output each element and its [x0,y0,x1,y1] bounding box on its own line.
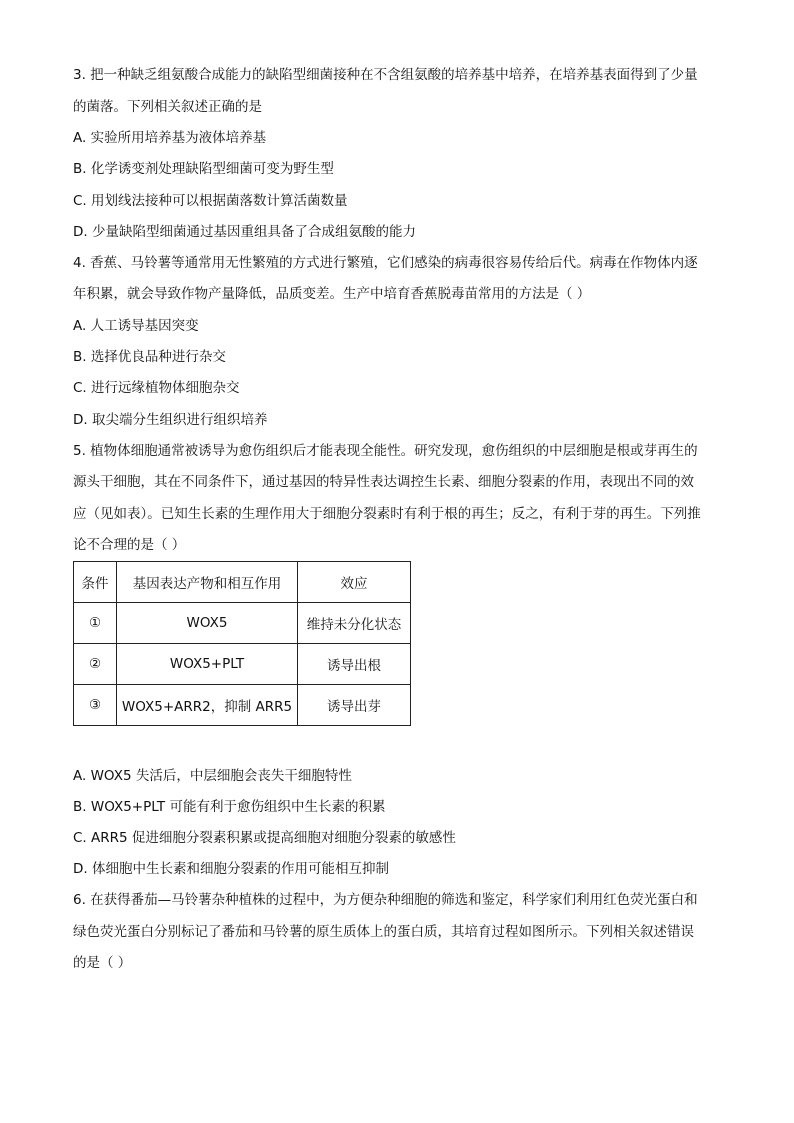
q6-stem-line3: 的是（ ） [73,955,132,971]
q3-stem-line2: 的菌落。下列相关叙述正确的是 [73,99,262,115]
table-cell: 维持未分化状态 [298,603,411,644]
q3-option-d: D. 少量缺陷型细菌通过基因重组具备了合成组氨酸的能力 [73,224,416,240]
table-cell: WOX5 [117,603,298,644]
q5-option-c: C. ARR5 促进细胞分裂素积累或提高细胞对细胞分裂素的敏感性 [73,830,456,846]
table-row [74,685,411,726]
q5-option-b: B. WOX5+PLT 可能有利于愈伤组织中生长素的积累 [73,799,386,815]
q5-stem-line3: 应（见如表）。已知生长素的生理作用大于细胞分裂素时有利于根的再生；反之，有利于芽的再生。下列推 [73,506,701,522]
q6-stem-line2: 绿色荧光蛋白分别标记了番茄和马铃薯的原生质体上的蛋白质，其培育过程如图所示。下列相关叙述错误 [73,924,694,940]
q4-option-a: A. 人工诱导基因突变 [73,318,199,334]
table-cell: ③ [74,685,117,726]
q4-stem-line2: 年积累，就会导致作物产量降低，品质变差。生产中培育香蕉脱毒苗常用的方法是（ ） [73,286,591,302]
q5-stem-line2: 源头干细胞，其在不同条件下，通过基因的特异性表达调控生长素、细胞分裂素的作用，表现出不同的效 [73,474,694,490]
q5-option-d: D. 体细胞中生长素和细胞分裂素的作用可能相互抑制 [73,861,389,877]
table-cell: WOX5+PLT [117,644,298,685]
q4-option-d: D. 取尖端分生组织进行组织培养 [73,412,268,428]
table-header-row [74,562,411,603]
q3-option-c: C. 用划线法接种可以根据菌落数计算活菌数量 [73,193,348,209]
q4-option-b: B. 选择优良品种进行杂交 [73,349,226,365]
table-cell: 诱导出芽 [298,685,411,726]
q4-stem-line1: 4. 香蕉、马铃薯等通常用无性繁殖的方式进行繁殖，它们感染的病毒很容易传给后代。病毒在作物体内逐 [73,255,698,271]
table-cell: WOX5+ARR2，抑制 ARR5 [117,685,298,726]
table-row [74,603,411,644]
table-row [74,644,411,685]
table-cell: ① [74,603,117,644]
table-cell: 诱导出根 [298,644,411,685]
conditions-table [73,561,411,726]
q3-option-a: A. 实验所用培养基为液体培养基 [73,130,267,146]
table-header-cell: 效应 [298,562,411,603]
table-cell: ② [74,644,117,685]
q5-option-a: A. WOX5 失活后，中层细胞会丧失干细胞特性 [73,768,352,784]
table-header-cell: 条件 [74,562,117,603]
q5-stem-line1: 5. 植物体细胞通常被诱导为愈伤组织后才能表现全能性。研究发现，愈伤组织的中层细胞是根或芽再生的 [73,443,698,459]
q3-option-b: B. 化学诱变剂处理缺陷型细菌可变为野生型 [73,161,334,177]
q4-option-c: C. 进行远缘植物体细胞杂交 [73,380,240,396]
q5-stem-line4: 论不合理的是（ ） [73,537,186,553]
table-header-cell: 基因表达产物和相互作用 [117,562,298,603]
q3-stem-line1: 3. 把一种缺乏组氨酸合成能力的缺陷型细菌接种在不含组氨酸的培养基中培养，在培养基表面得到了少量 [73,67,698,83]
q6-stem-line1: 6. 在获得番茄—马铃薯杂种植株的过程中，为方便杂种细胞的筛选和鉴定，科学家们利用红色荧光蛋白和 [73,892,698,908]
